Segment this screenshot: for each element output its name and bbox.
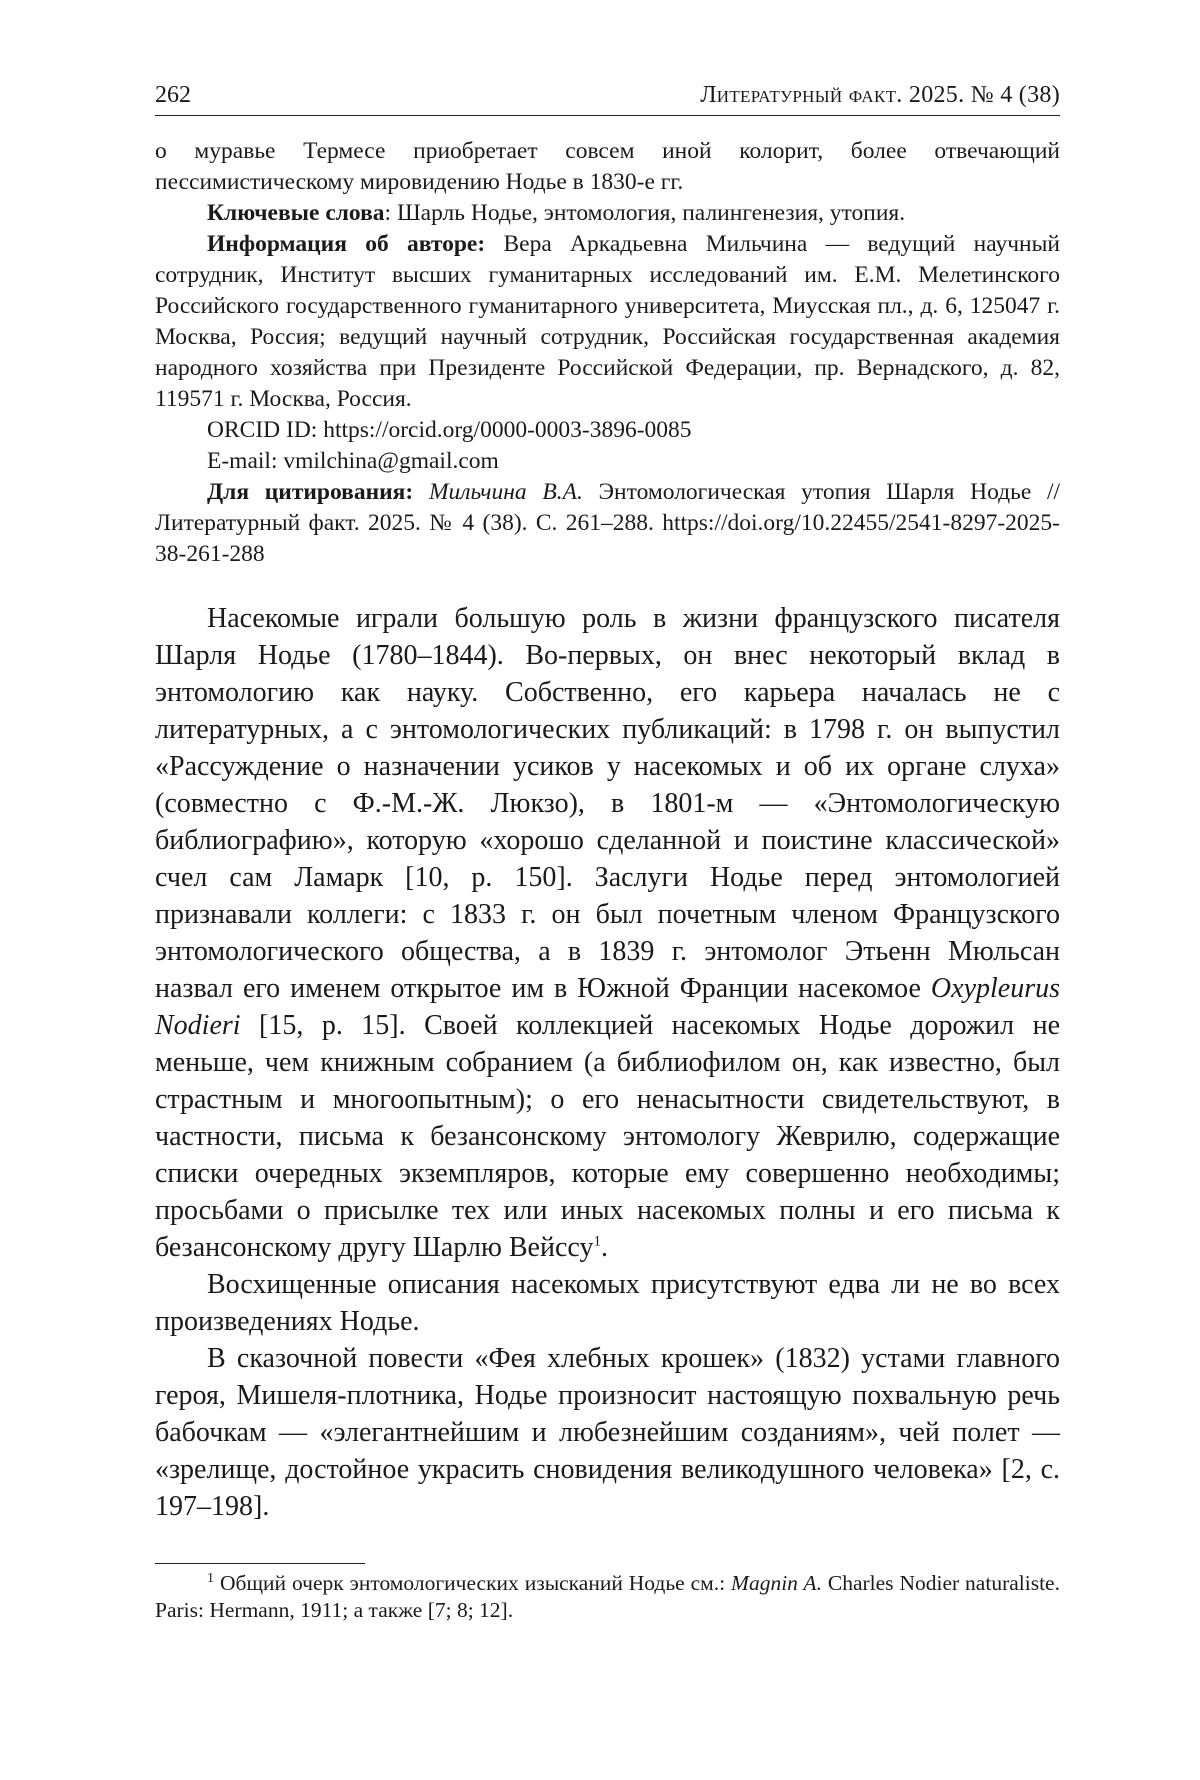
footnote-text-b: Charles Nodier naturaliste. Paris: Hermann, 1911; а также [7; 8; 12]. (155, 1571, 1060, 1622)
p1-text-b: [15, p. 15]. Своей коллекцией насекомых Нодье дорожил не меньше, чем книжным собранием (а библиофилом он, как известно, был страстным и многоопытным); о его ненасытности свидетельствуют, в частности, письма к безансонскому энтомологу Жеврилю, содержащие списки очередных экземпляров, которые ему совершенно необходимы; просьбами о присылке тех или иных насекомых полны и его письма к безансонскому другу Шарлю Вейссу (155, 1010, 1060, 1263)
page (155, 82, 1060, 1624)
keywords (155, 198, 1060, 229)
keywords-text: : Шарль Нодье, энтомология, палингенезия, утопия. (384, 200, 906, 226)
species-name: Oxypleurus Nodieri (155, 973, 1060, 1041)
body-paragraph-2: Восхищенные описания насекомых присутствуют едва ли не во всех произведениях Нодье. (155, 1269, 1060, 1337)
body-paragraph-3: В сказочной повести «Фея хлебных крошек» (1832) устами главного героя, Мишеля-плотника, Нодье произносит настоящую похвальную речь бабочкам — «элегантнейшим и любезнейшим созданиям», чей полет — «зрелище, достойное украсить сновидения великодушного человека» [2, с. 197–198]. (155, 1343, 1060, 1522)
footnote-ref[interactable]: 1 (593, 1233, 601, 1250)
footnote-divider (155, 1563, 365, 1564)
email: E-mail: vmilchina@gmail.com (207, 448, 499, 474)
journal-title: Литературный факт. 2025. № 4 (38) (700, 82, 1060, 108)
orcid: ORCID ID: https://orcid.org/0000-0003-3896-0085 (207, 417, 692, 443)
running-head (155, 82, 1060, 116)
footnote (155, 1570, 1060, 1624)
p1-text-a: Насекомые играли большую роль в жизни французского писателя Шарля Нодье (1780–1844). Во-первых, он внес некоторый вклад в энтомологию как науку. Собственно, его карьера началась не с литературных, а с энтомологических публикаций: в 1798 г. он выпустил «Рассуждение о назначении усиков у насекомых и об их органе слуха» (совместно с Ф.-М.-Ж. Люкзо), в 1801-м — «Энтомологическую библиографию», которую «хорошо сделанной и поистине классической» счел сам Ламарк [10, p. 150]. Заслуги Нодье перед энтомологией признавали коллеги: с 1833 г. он был почетным членом Французского энтомологического общества, а в 1839 г. энтомолог Этьенн Мюльсан назвал его именем открытое им в Южной Франции насекомое (155, 603, 1060, 1004)
keywords-label: Ключевые слова (207, 200, 385, 226)
footnote-author: Magnin A. (731, 1571, 822, 1595)
p1-end: . (600, 1232, 608, 1263)
citation-text: Энтомологическая утопия Шарля Нодье // Литературный факт. 2025. № 4 (38). С. 261–288. https://doi.org/10.22455/2541-8297-2025-38-261-288 (155, 479, 1061, 567)
body-paragraph-1 (155, 600, 1060, 1266)
article-body (155, 600, 1060, 1525)
page-number: 262 (155, 82, 191, 108)
author-info-label: Информация об авторе: (207, 231, 486, 257)
author-info-text: Вера Аркадьевна Мильчина — ведущий научный сотрудник, Институт высших гуманитарных исследований им. Е.М. Мелетинского Российского государственного гуманитарного университета, Миусская пл., д. 6, 125047 г. Москва, Россия; ведущий научный сотрудник, Российская государственная академия народного хозяйства при Президенте Российской Федерации, пр. Вернадского, д. 82, 119571 г. Москва, Россия. (155, 231, 1060, 412)
footnote-text-a: Общий очерк энтомологических изысканий Нодье см.: (220, 1571, 732, 1595)
footnote-number: 1 (207, 1570, 214, 1586)
abstract-tail: о муравье Термесе приобретает совсем иной колорит, более отвечающий пессимистическому мировидению Нодье в 1830-е гг. (155, 138, 1060, 195)
citation-label: Для цитирования: (207, 479, 414, 505)
citation-author: Мильчина В.А. (428, 479, 583, 505)
abstract-block (155, 136, 1060, 570)
citation (155, 477, 1060, 570)
author-info (155, 229, 1060, 415)
